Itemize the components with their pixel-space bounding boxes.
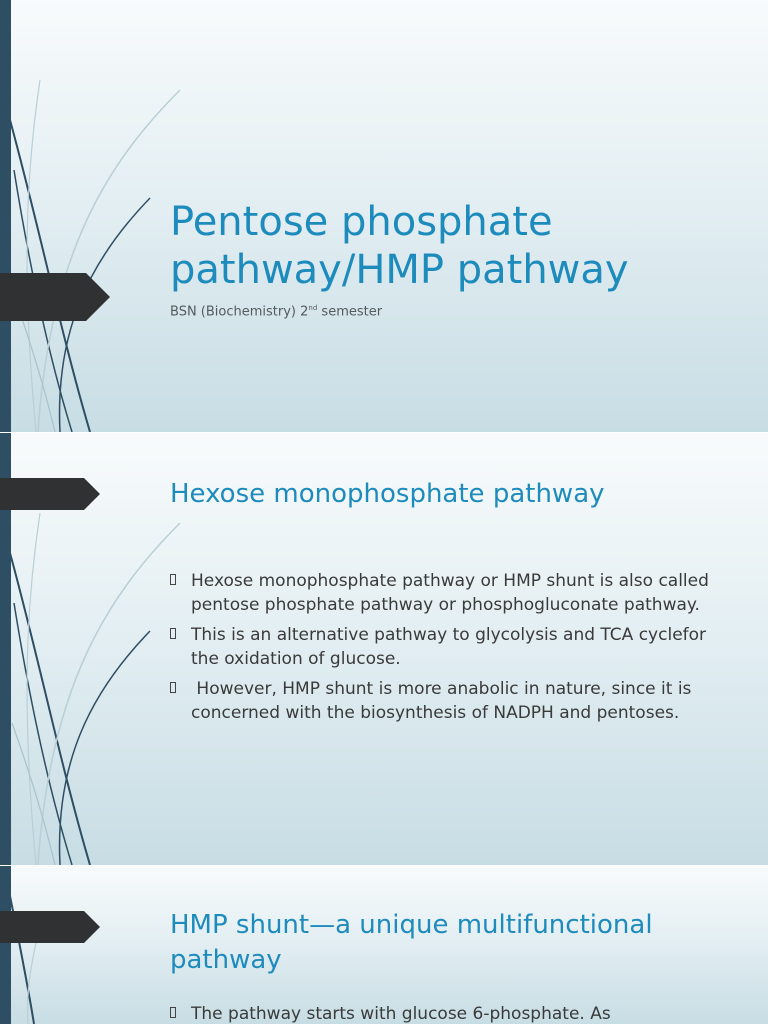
slide-title-heading: Pentose phosphate pathway/HMP pathway: [170, 199, 629, 293]
list-item: [170, 678, 730, 725]
subtitle-text-suffix: semester: [317, 304, 383, 320]
subtitle-superscript: nd: [308, 304, 318, 312]
bullet-text: This is an alternative pathway to glycolysis and TCA cyclefor the oxidation of glucose.: [191, 625, 707, 669]
slide-subtitle: [170, 304, 382, 319]
subtitle-text: BSN (Biochemistry) 2: [170, 304, 309, 320]
slide-heading: HMP shunt—a unique multifunctional pathway: [170, 910, 653, 975]
list-item: [170, 624, 730, 671]
bullet-list: [170, 1003, 730, 1024]
bullet-box-icon: [170, 628, 176, 639]
bullet-box-icon: [170, 574, 176, 585]
bullet-box-icon: [170, 682, 176, 693]
list-item: [170, 1003, 730, 1024]
slide-title: [0, 0, 768, 432]
bullet-text: Hexose monophosphate pathway or HMP shunt is also called pentose phosphate pathway or phosphogluconate pathway.: [191, 571, 709, 615]
bullet-text: The pathway starts with glucose 6-phosphate. As: [191, 1004, 611, 1024]
slide-hexose-monophosphate: [0, 433, 768, 865]
bullet-list: [170, 570, 730, 732]
slide-heading: Hexose monophosphate pathway: [170, 479, 605, 509]
list-item: [170, 570, 730, 617]
bullet-box-icon: [170, 1007, 176, 1018]
bullet-text: However, HMP shunt is more anabolic in nature, since it is concerned with the biosynthesis of NADPH and pentoses.: [191, 679, 697, 723]
slide-tab-marker: [0, 911, 100, 943]
slide-tab-marker: [0, 478, 100, 510]
slide-hmp-shunt: [0, 866, 768, 1024]
